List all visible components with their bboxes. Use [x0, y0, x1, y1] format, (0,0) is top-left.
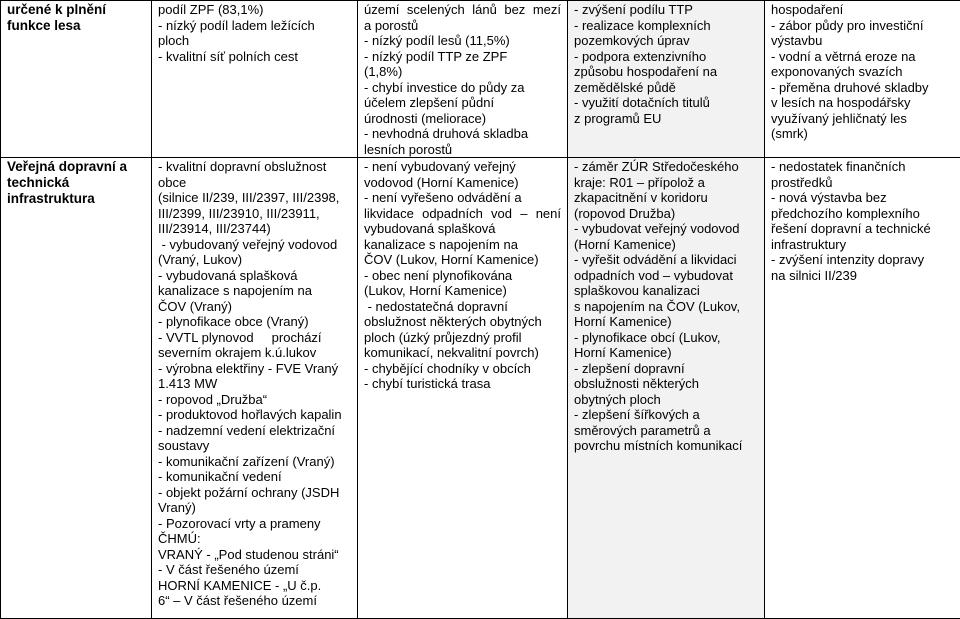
text-line: komunikací, nekvalitní povrch) — [364, 345, 561, 361]
text-line: a porostů — [364, 18, 561, 34]
text-line: - nedostatek finančních — [771, 159, 954, 175]
table-row — [1, 158, 960, 619]
text-line: - chybí investice do půdy za — [364, 80, 561, 96]
text-line: lesních porostů — [364, 142, 561, 158]
text-line: - vodní a větrná eroze na — [771, 49, 954, 65]
text-line: - produktovod hořlavých kapalin — [158, 407, 351, 423]
text-line: pozemkových úprav — [574, 33, 758, 49]
text-line: - vybudovat veřejný vodovod — [574, 221, 758, 237]
row-label-cell — [1, 158, 152, 619]
text-line: - nová výstavba bez — [771, 190, 954, 206]
text-line: prostředků — [771, 175, 954, 191]
text-line: Horní Kamenice) — [574, 314, 758, 330]
text-line: - zlepšení dopravní — [574, 361, 758, 377]
text-line: (Horní Kamenice) — [574, 237, 758, 253]
text-line: - chybí turistická trasa — [364, 376, 561, 392]
text-line: Horní Kamenice) — [574, 345, 758, 361]
text-line: podíl ZPF (83,1%) — [158, 2, 351, 18]
text-line: VRANÝ - „Pod studenou stráni“ — [158, 547, 351, 563]
text-line: (silnice II/239, III/2397, III/2398, — [158, 190, 351, 206]
table-row — [1, 1, 960, 158]
text-line: účelem zlepšení půdní — [364, 95, 561, 111]
text-line: využívaný jehličnatý les — [771, 111, 954, 127]
text-line: - záměr ZÚR Středočeského — [574, 159, 758, 175]
text-line: - zvýšení podílu TTP — [574, 2, 758, 18]
text-line: v lesích na hospodářsky — [771, 95, 954, 111]
row-label-cell — [1, 1, 152, 158]
text-line: ČOV (Lukov, Horní Kamenice) — [364, 252, 561, 268]
text-line: - nízký podíl ladem ležících — [158, 18, 351, 34]
text-line: odpadních vod – vybudovat — [574, 268, 758, 284]
text-line: infrastruktury — [771, 237, 954, 253]
text-line: výstavbu — [771, 33, 954, 49]
text-line: - není vybudovaný veřejný — [364, 159, 561, 175]
text-line: - ropovod „Družba“ — [158, 392, 351, 408]
text-line: - zvýšení intenzity dopravy — [771, 252, 954, 268]
opportunities-cell — [568, 158, 765, 619]
text-line: (Vraný, Lukov) — [158, 252, 351, 268]
text-line: - vybudovaná splašková — [158, 268, 351, 284]
text-line: úrodnosti (meliorace) — [364, 111, 561, 127]
text-line: 6“ – V část řešeného území — [158, 593, 351, 605]
text-line: - využití dotačních titulů — [574, 95, 758, 111]
text-line: na silnici II/239 — [771, 268, 954, 284]
text-line: soustavy — [158, 438, 351, 454]
text-line: - objekt požární ochrany (JSDH — [158, 485, 351, 501]
text-line: (1,8%) — [364, 64, 561, 80]
weaknesses-cell — [358, 158, 568, 619]
text-line: - kvalitní síť polních cest — [158, 49, 351, 65]
row-label: Veřejná dopravní a technická infrastruktura — [7, 159, 127, 206]
text-line: - V část řešeného území — [158, 562, 351, 578]
text-line: - přeměna druhové skladby — [771, 80, 954, 96]
threats-cell — [765, 1, 960, 158]
strengths-cell — [152, 158, 358, 619]
text-line: - nízký podíl lesů (11,5%) — [364, 33, 561, 49]
text-line: - nadzemní vedení elektrizační — [158, 423, 351, 439]
text-line: ploch (úzký průjezdný profil — [364, 330, 561, 346]
text-line: obce — [158, 175, 351, 191]
opportunities-cell — [568, 1, 765, 158]
text-line: kanalizace s napojením na — [158, 283, 351, 299]
text-line: z programů EU — [574, 111, 758, 127]
text-line: hospodaření — [771, 2, 954, 18]
text-line: kraje: R01 – přípolož a — [574, 175, 758, 191]
text-line: - komunikační vedení — [158, 469, 351, 485]
text-line: povrchu místních komunikací — [574, 438, 758, 454]
text-line: obslužnost některých obytných — [364, 314, 561, 330]
text-line: směrových parametrů a — [574, 423, 758, 439]
text-line: kanalizace s napojením na — [364, 237, 561, 253]
text-line: zkapacitnění v koridoru — [574, 190, 758, 206]
weaknesses-cell — [358, 1, 568, 158]
text-line: obslužnosti některých — [574, 376, 758, 392]
text-line: obytných ploch — [574, 392, 758, 408]
threats-cell — [765, 158, 960, 619]
text-line: řešení dopravní a technické — [771, 221, 954, 237]
text-line: III/2399, III/23910, III/23911, — [158, 206, 351, 222]
text-line: zemědělské půdě — [574, 80, 758, 96]
text-line: - nedostatečná dopravní — [364, 299, 561, 315]
text-line: III/23914, III/23744) — [158, 221, 351, 237]
text-line: - zlepšení šířkových a — [574, 407, 758, 423]
row-label: určené k plnění funkce lesa — [7, 2, 106, 33]
text-line: (ropovod Družba) — [574, 206, 758, 222]
text-line: ČHMÚ: — [158, 531, 351, 547]
text-line: 1.413 MW — [158, 376, 351, 392]
text-line: likvidace odpadních vod – není — [364, 206, 561, 222]
text-line: předchozího komplexního — [771, 206, 954, 222]
text-line: území scelených lánů bez mezí — [364, 2, 561, 18]
text-line: - výrobna elektřiny - FVE Vraný — [158, 361, 351, 377]
text-line: splaškovou kanalizaci — [574, 283, 758, 299]
text-line: - Pozorovací vrty a prameny — [158, 516, 351, 532]
text-line: - realizace komplexních — [574, 18, 758, 34]
text-line: - nízký podíl TTP ze ZPF — [364, 49, 561, 65]
text-line: ČOV (Vraný) — [158, 299, 351, 315]
text-line: - zábor půdy pro investiční — [771, 18, 954, 34]
text-line: - kvalitní dopravní obslužnost — [158, 159, 351, 175]
text-line: - vyřešit odvádění a likvidaci — [574, 252, 758, 268]
text-line: - plynofikace obcí (Lukov, — [574, 330, 758, 346]
text-line: - nevhodná druhová skladba — [364, 126, 561, 142]
text-line: - podpora extenzivního — [574, 49, 758, 65]
text-line: vodovod (Horní Kamenice) — [364, 175, 561, 191]
text-line: (smrk) — [771, 126, 954, 142]
text-line: - plynofikace obce (Vraný) — [158, 314, 351, 330]
text-line: severním okrajem k.ú.lukov — [158, 345, 351, 361]
text-line: - VVTL plynovod prochází — [158, 330, 351, 346]
text-line: - komunikační zařízení (Vraný) — [158, 454, 351, 470]
text-line: exponovaných svazích — [771, 64, 954, 80]
text-line: (Lukov, Horní Kamenice) — [364, 283, 561, 299]
text-line: Vraný) — [158, 500, 351, 516]
text-line: HORNÍ KAMENICE - „U č.p. — [158, 578, 351, 594]
strengths-cell — [152, 1, 358, 158]
text-line: s napojením na ČOV (Lukov, — [574, 299, 758, 315]
text-line: - není vyřešeno odvádění a — [364, 190, 561, 206]
text-line: ploch — [158, 33, 351, 49]
text-line: - vybudovaný veřejný vodovod — [158, 237, 351, 253]
text-line: vybudovaná splašková — [364, 221, 561, 237]
text-line: - obec není plynofikována — [364, 268, 561, 284]
text-line: - chybějící chodníky v obcích — [364, 361, 561, 377]
text-line: způsobu hospodaření na — [574, 64, 758, 80]
